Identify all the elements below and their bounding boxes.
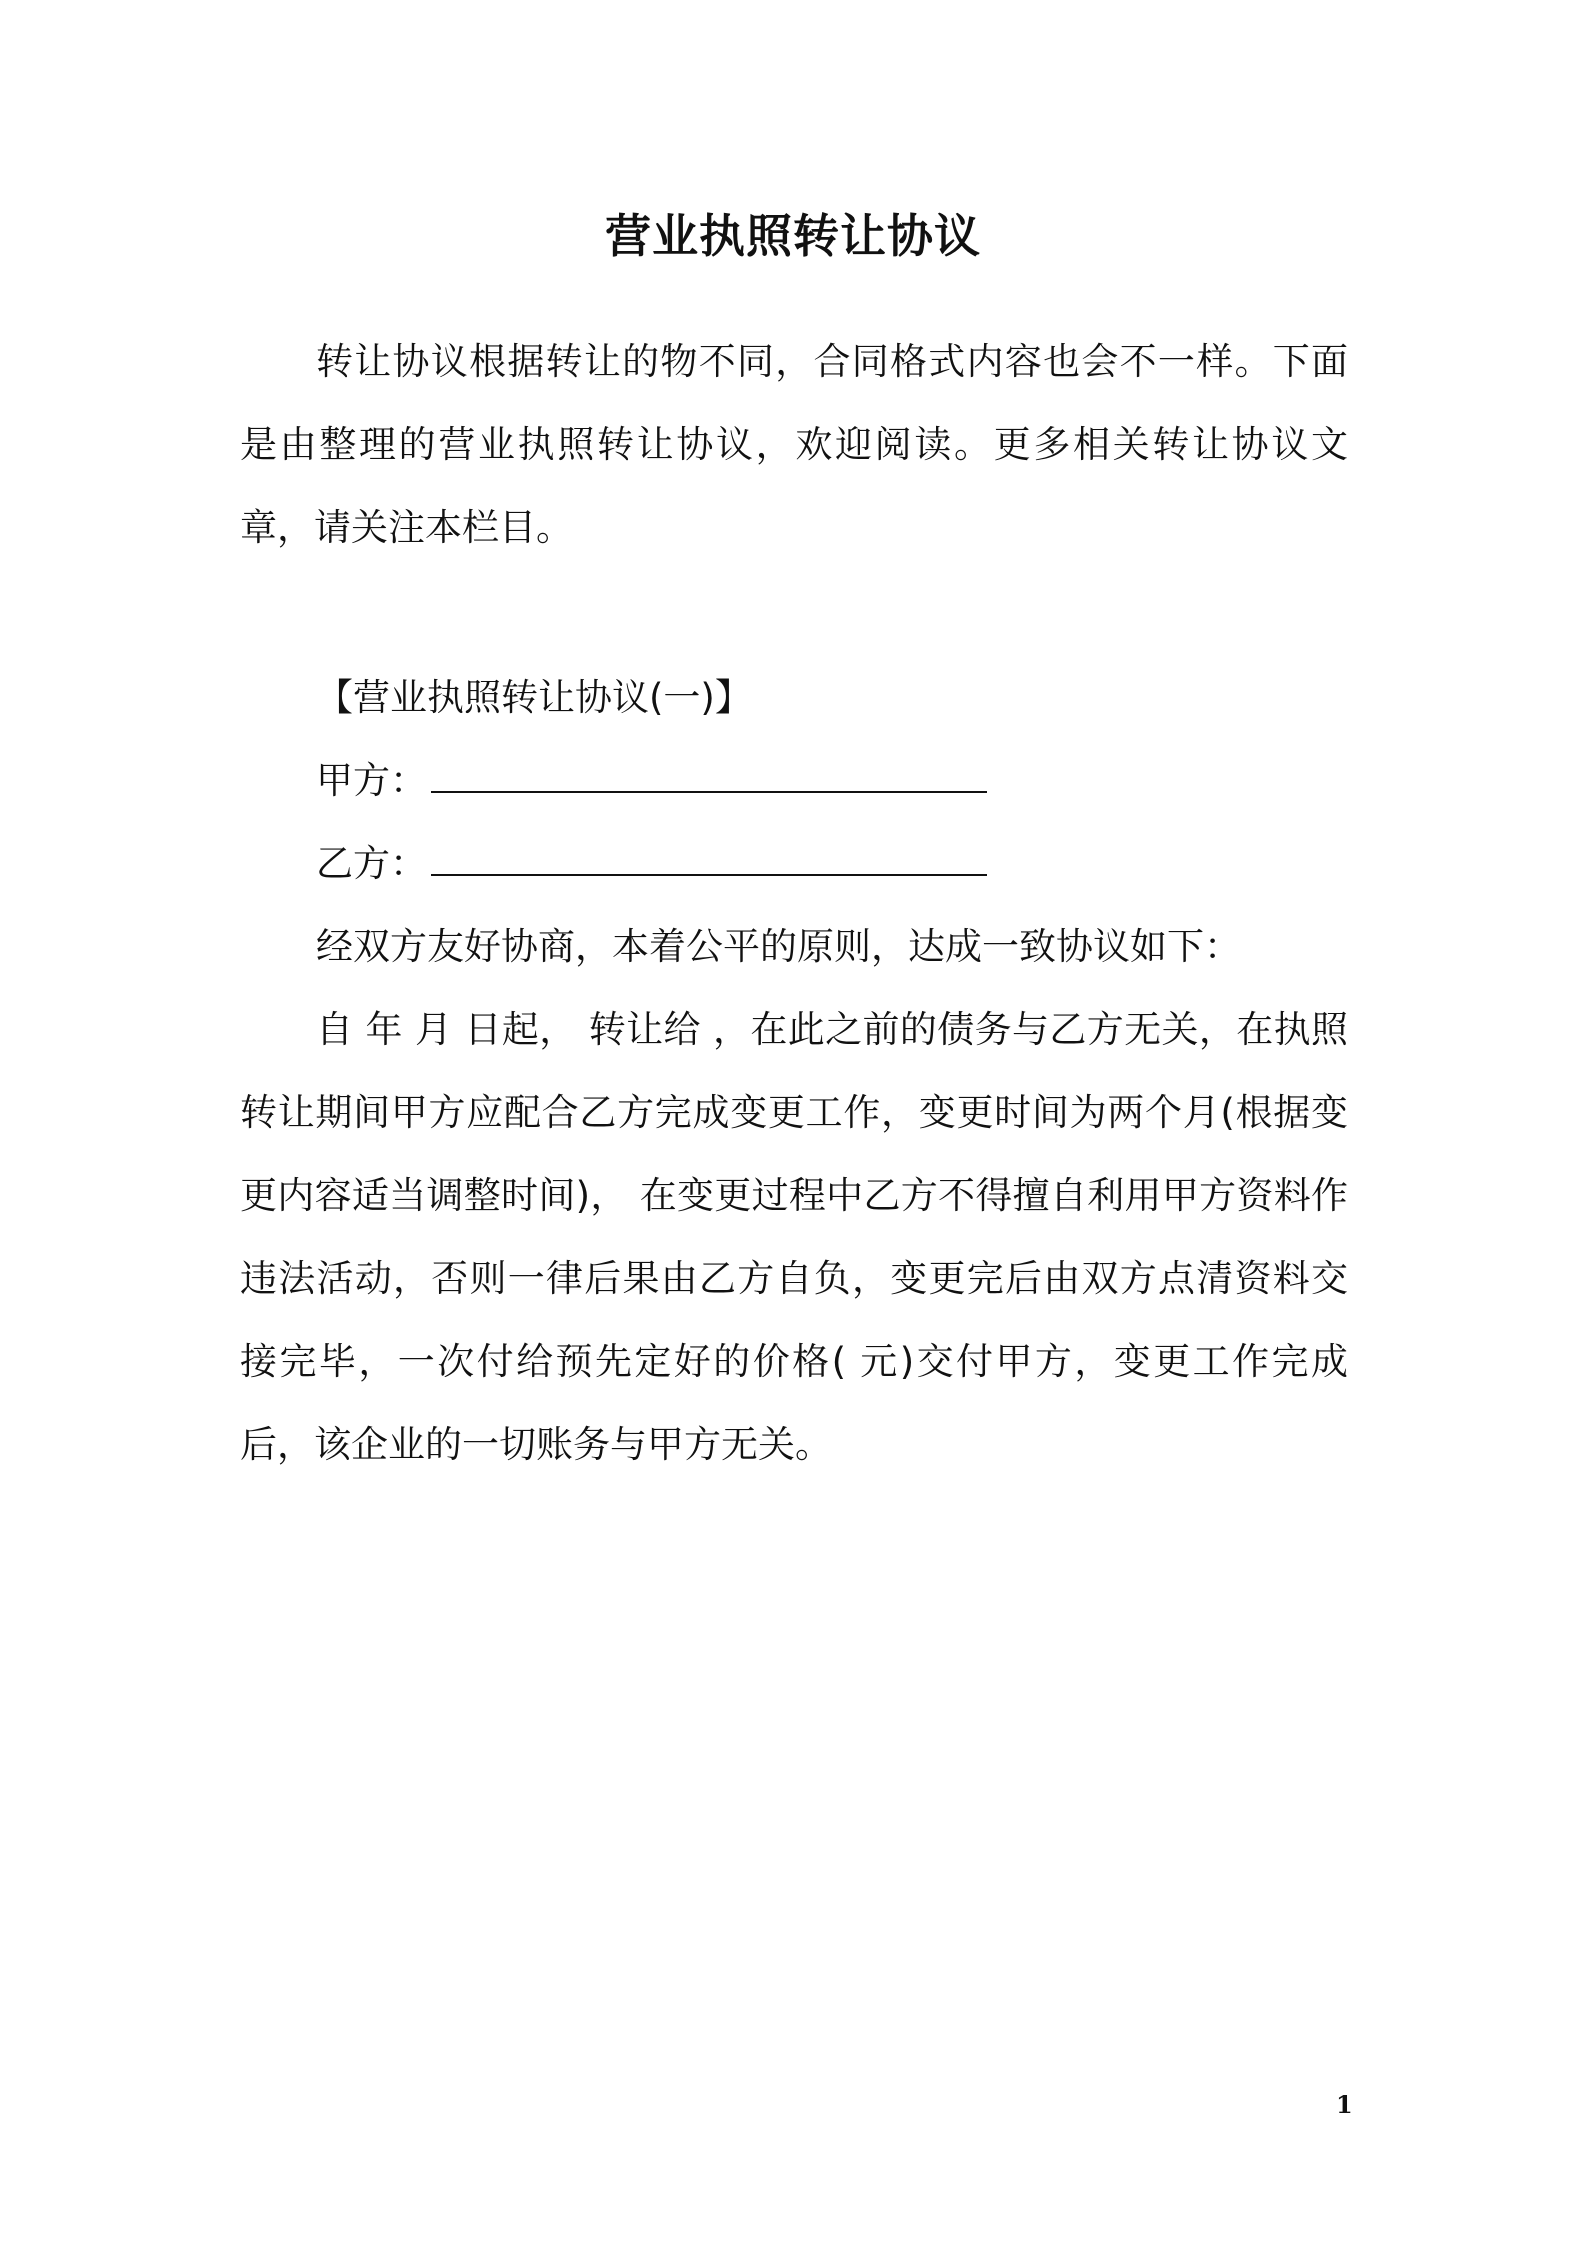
page-number: 1 (1336, 2090, 1353, 2119)
party-a-line (316, 739, 987, 822)
party-a-blank (431, 751, 987, 793)
consensus-paragraph: 经双方友好协商，本着公平的原则，达成一致协议如下： (316, 925, 1241, 968)
intro-paragraph: 转让协议根据转让的物不同，合同格式内容也会不一样。下面是由整理的营业执照转让协议，欢迎阅读。更多相关转让协议文章，请关注本栏目。 (240, 340, 1348, 549)
party-b-label: 乙方： (316, 842, 427, 885)
party-b-line (316, 822, 987, 905)
document-title: 营业执照转让协议 (605, 209, 981, 263)
clause-paragraph: 自 年 月 日起， 转让给 ，在此之前的债务与乙方无关，在执照转让期间甲方应配合乙方完成变更工作，变更时间为两个月(根据变更内容适当调整时间)， 在变更过程中乙方不得擅自利用甲方资料作违法活动，否则一律后果由乙方自负，变更完后由双方点清资料交接完毕，一次付给预先定好的价格( 元)交付甲方，变更工作完成后，该企业的一切账务与甲方无关。 (240, 1008, 1348, 1466)
section-heading: 【营业执照转让协议(一)】 (316, 676, 752, 719)
party-b-blank (431, 834, 987, 876)
party-a-label: 甲方： (316, 759, 427, 802)
